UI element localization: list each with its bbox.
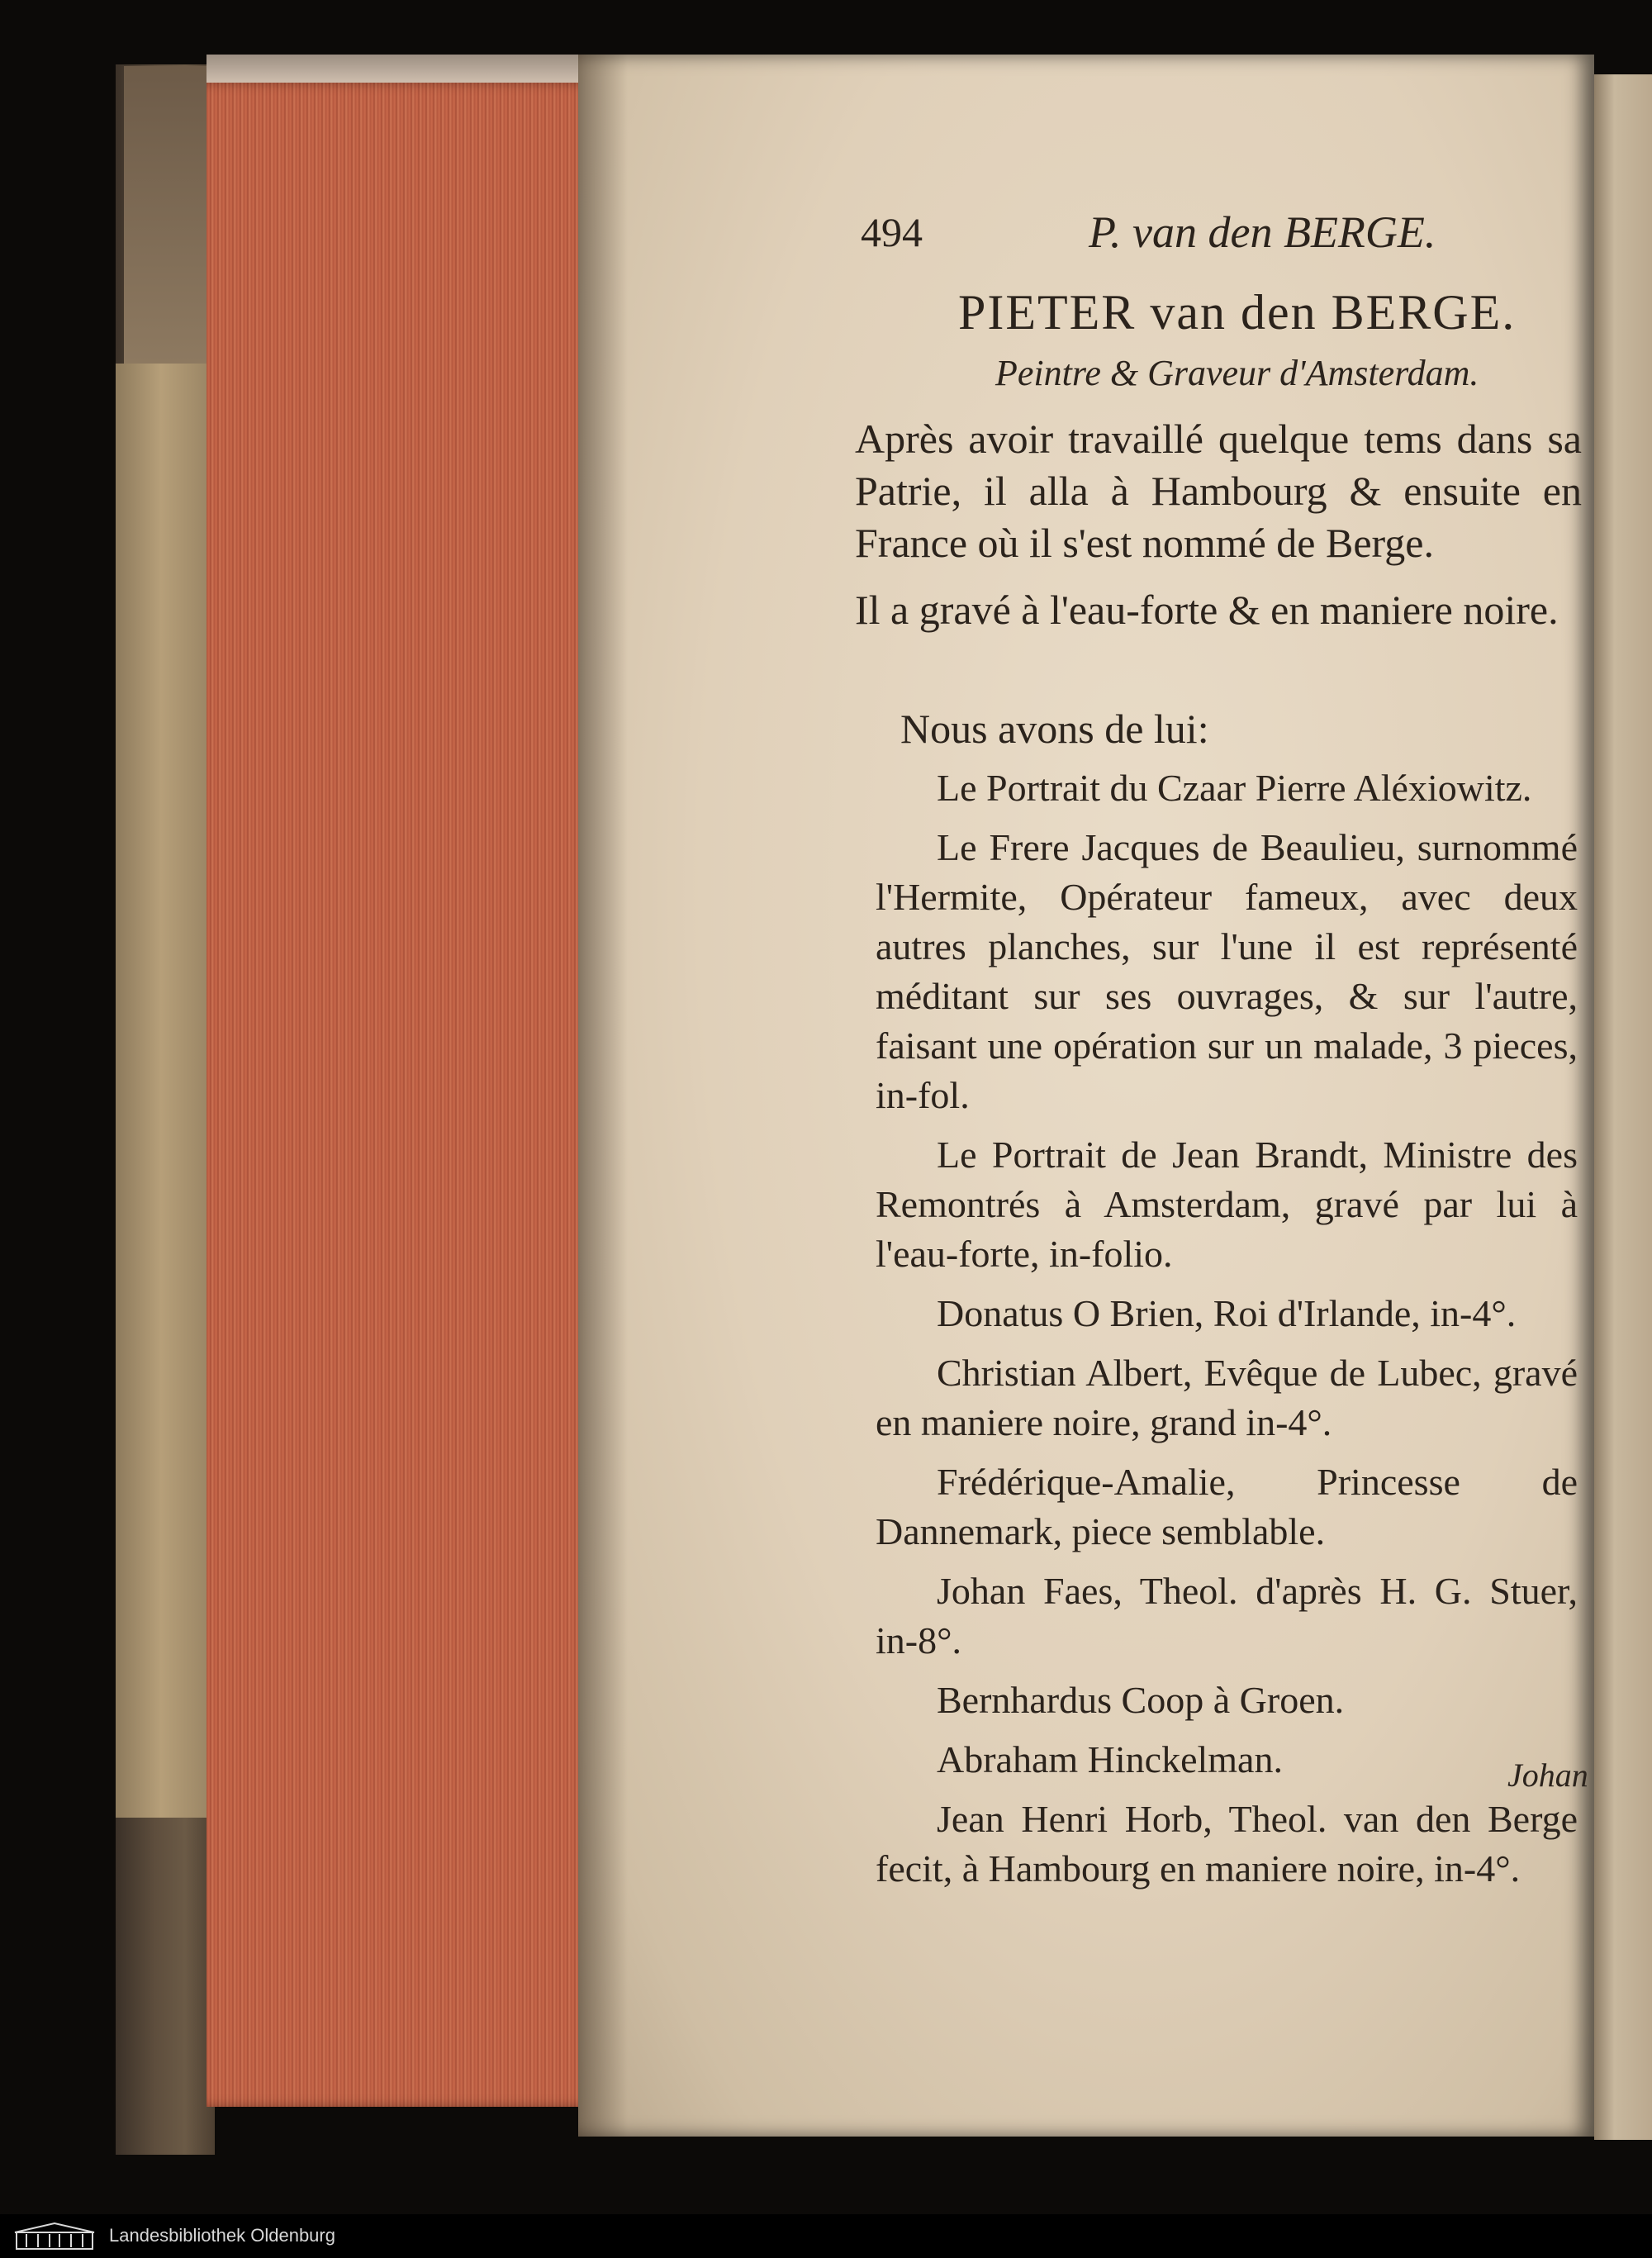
works-heading: Nous avons de lui: bbox=[900, 706, 1209, 752]
work-entry: Frédérique-Amalie, Princesse de Dannemark, piece semblable. bbox=[876, 1461, 1578, 1552]
works-list bbox=[876, 763, 1578, 1904]
work-entry: Jean Henri Horb, Theol. van den Berge fecit, à Hambourg en maniere noire, in-4°. bbox=[876, 1798, 1578, 1890]
page-number: 494 bbox=[861, 209, 923, 255]
facing-page-edge bbox=[1594, 74, 1652, 2140]
work-entry: Christian Albert, Evêque de Lubec, gravé en maniere noire, grand in-4°. bbox=[876, 1352, 1578, 1443]
page-gutter-shadow bbox=[578, 55, 628, 2137]
cover-board-top bbox=[124, 66, 215, 372]
technique-paragraph: Il a gravé à l'eau-forte & en maniere noire. bbox=[855, 587, 1559, 633]
work-entry: Johan Faes, Theol. d'après H. G. Stuer, in-8°. bbox=[876, 1570, 1578, 1661]
red-page-edges bbox=[206, 83, 595, 2107]
work-entry: Abraham Hinckelman. bbox=[937, 1738, 1283, 1780]
footer-bar bbox=[0, 2214, 1652, 2258]
entry-title: PIETER van den BERGE. bbox=[958, 285, 1517, 340]
work-entry: Bernhardus Coop à Groen. bbox=[937, 1679, 1345, 1721]
work-entry: Le Frere Jacques de Beaulieu, surnommé l'Hermite, Opérateur fameux, avec deux autres planches, sur l'une il est représenté méditant sur ses ouvrages, & sur l'autre, faisant une opération sur un malade, 3 pieces, in-fol. bbox=[876, 826, 1578, 1116]
intro-paragraph: Après avoir travaillé quelque tems dans sa Patrie, il alla à Hambourg & ensuite en France où il s'est nommé de Berge. bbox=[855, 416, 1582, 566]
work-entry: Le Portrait du Czaar Pierre Aléxiowitz. bbox=[937, 767, 1532, 809]
cover-board-paper bbox=[116, 364, 206, 1818]
library-name: Landesbibliothek Oldenburg bbox=[109, 2225, 335, 2246]
work-entry: Donatus O Brien, Roi d'Irlande, in-4°. bbox=[937, 1292, 1517, 1334]
work-entry: Le Portrait de Jean Brandt, Ministre des Remontrés à Amsterdam, gravé par lui à l'eau-forte, in-folio. bbox=[876, 1134, 1578, 1275]
entry-subtitle: Peintre & Graveur d'Amsterdam. bbox=[995, 353, 1479, 393]
running-head: P. van den BERGE. bbox=[1089, 207, 1436, 257]
catchword: Johan bbox=[1507, 1756, 1588, 1794]
library-building-icon bbox=[13, 2221, 96, 2252]
